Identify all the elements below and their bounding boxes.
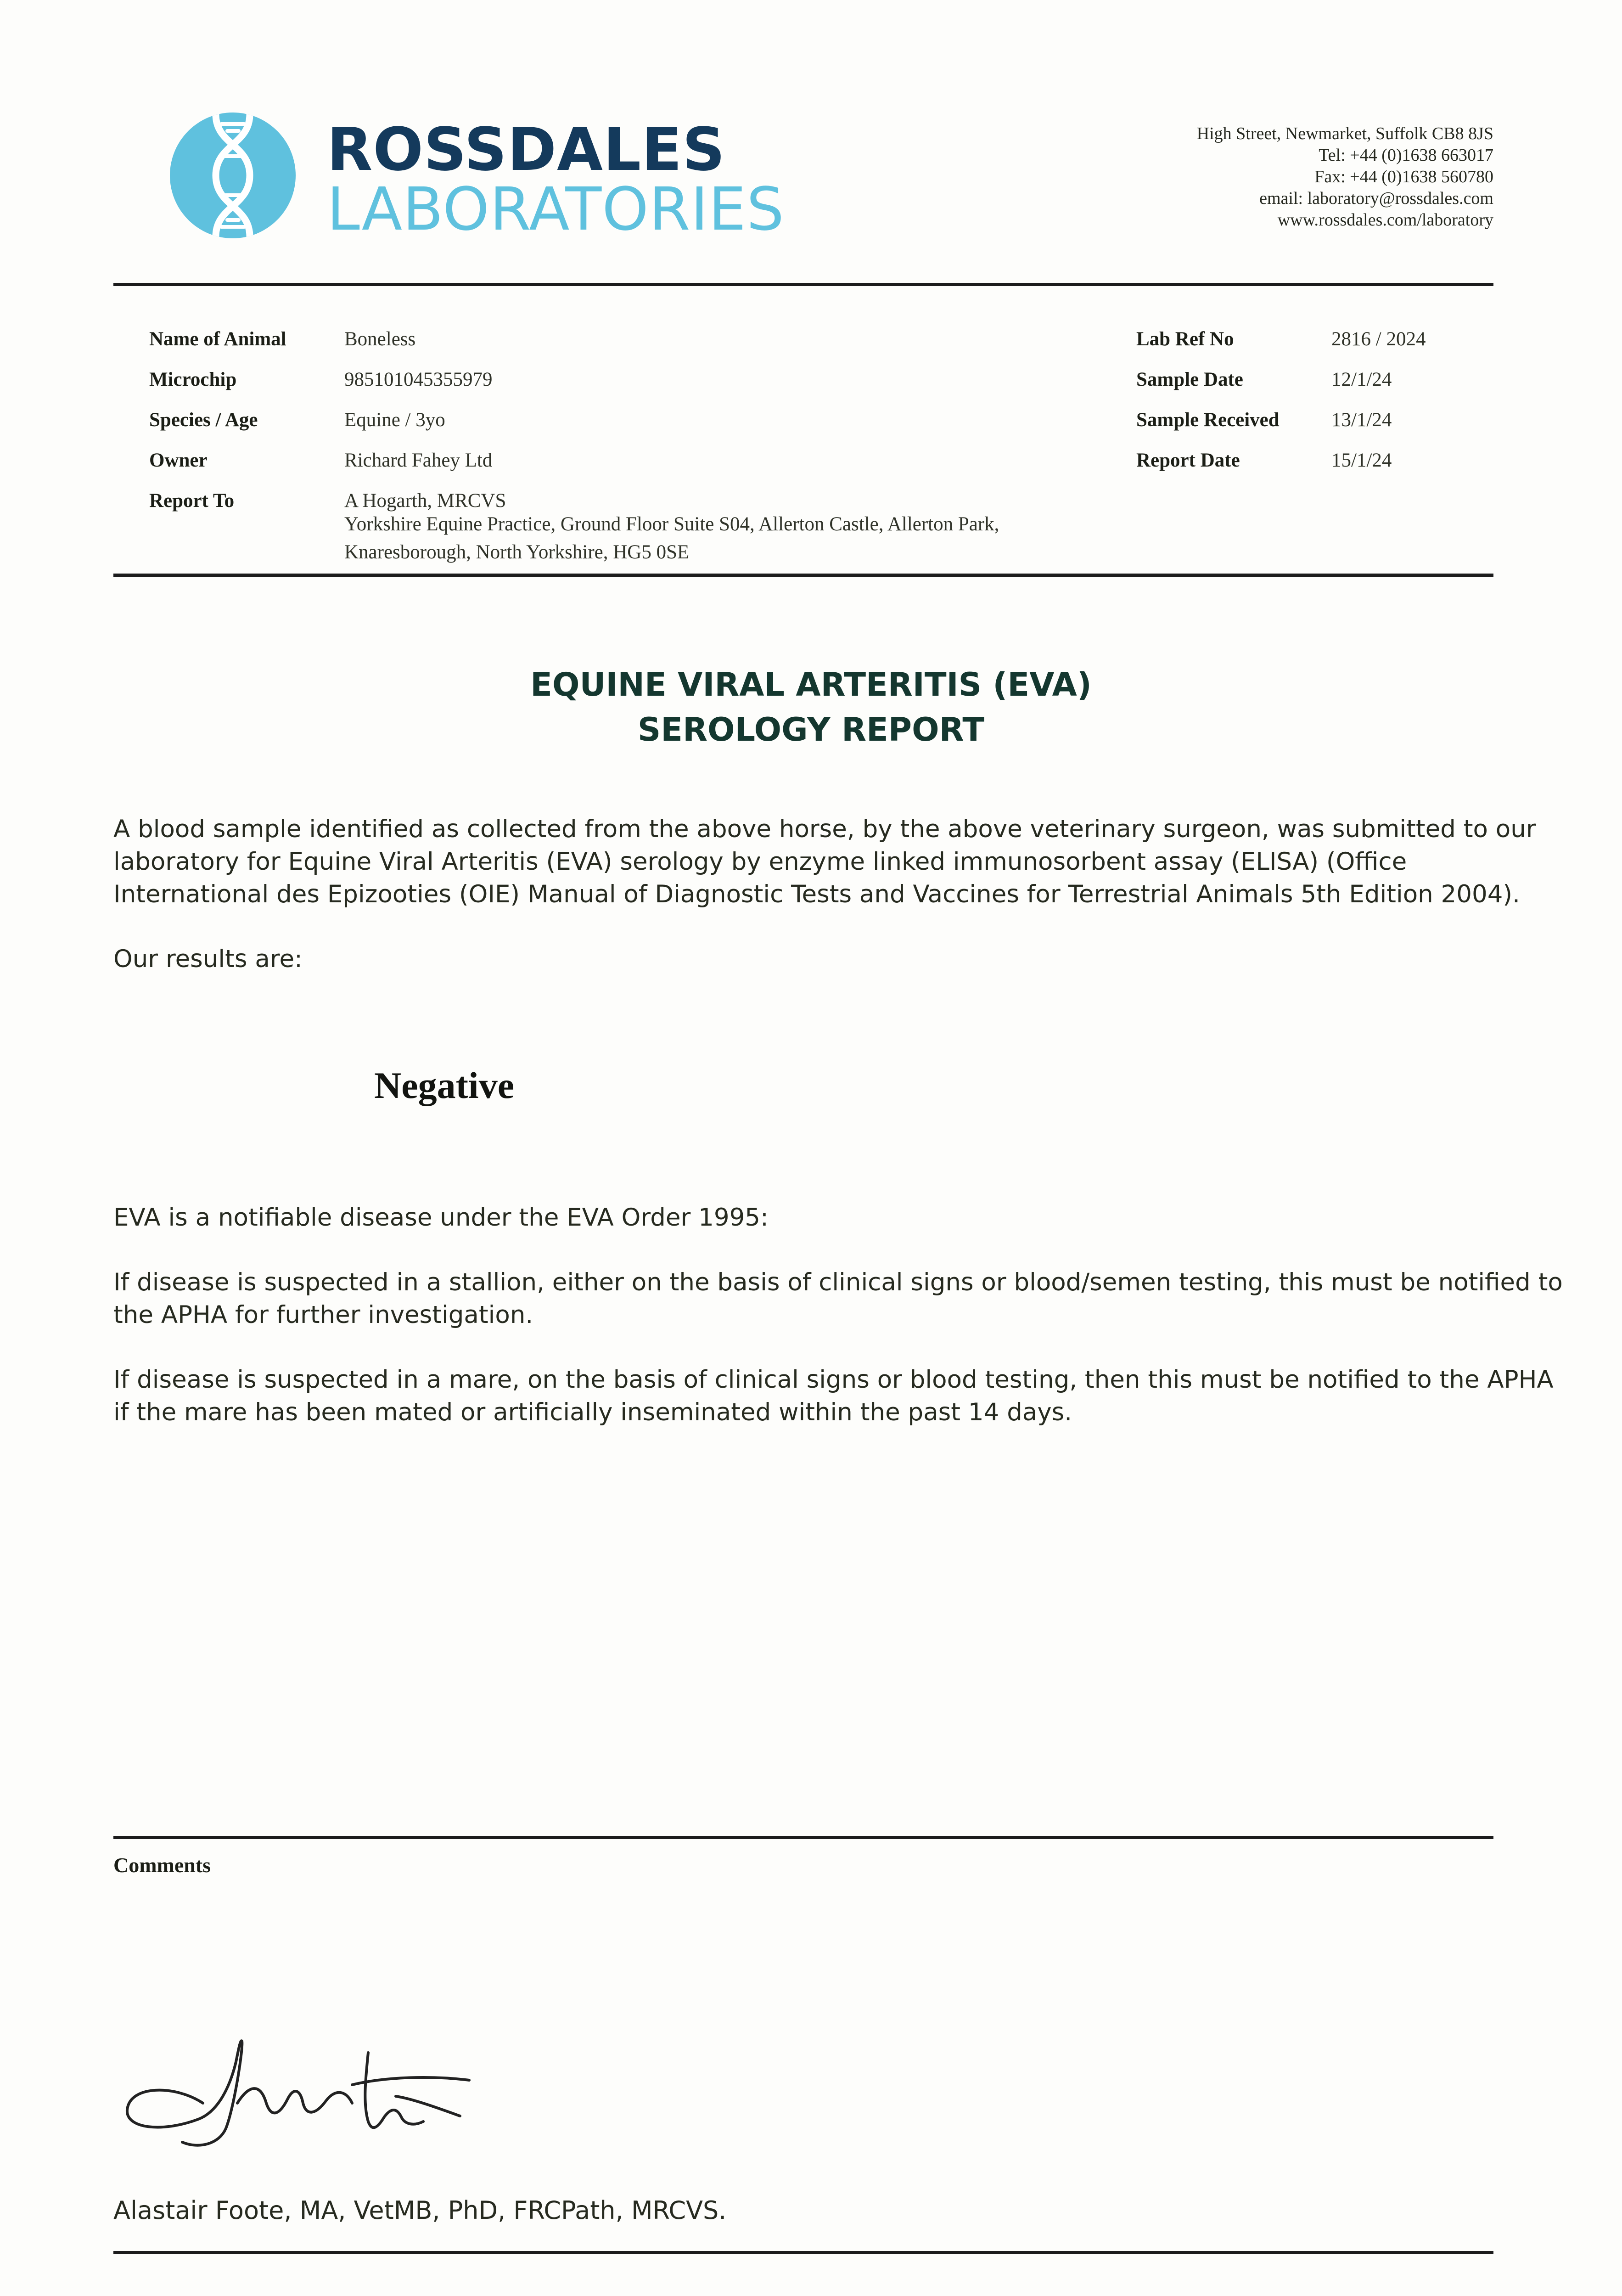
result-value: Negative <box>374 1064 515 1106</box>
brand-name: ROSSDALES <box>327 115 726 184</box>
intro-line: International des Epizooties (OIE) Manual of Diagnostic Tests and Vaccines for Terrestrial Animals 5th Edition 2004). <box>113 880 1520 908</box>
dna-helix-icon <box>170 113 296 238</box>
contact-block <box>1197 123 1493 231</box>
owner-label: Owner <box>149 450 208 471</box>
divider <box>113 574 1493 577</box>
results-intro: Our results are: <box>113 945 303 973</box>
name-of-animal-value: Boneless <box>344 328 416 350</box>
signature <box>120 2034 483 2154</box>
brand-subtitle: LABORATORIES <box>327 175 785 244</box>
notifiable-statement: EVA is a notifiable disease under the EVA Order 1995: <box>113 1204 769 1232</box>
report-to-line: Yorkshire Equine Practice, Ground Floor Suite S04, Allerton Castle, Allerton Park, <box>344 513 999 535</box>
sample-date-value: 12/1/24 <box>1331 369 1392 390</box>
telephone: Tel: +44 (0)1638 663017 <box>1319 146 1493 165</box>
website: www.rossdales.com/laboratory <box>1277 210 1493 230</box>
report-subtitle: SEROLOGY REPORT <box>637 711 985 748</box>
report-to-line: A Hogarth, MRCVS <box>344 490 506 512</box>
report-date-label: Report Date <box>1136 450 1240 471</box>
fax: Fax: +44 (0)1638 560780 <box>1314 167 1493 186</box>
report-title: EQUINE VIRAL ARTERITIS (EVA) <box>530 666 1092 703</box>
sample-received-value: 13/1/24 <box>1331 409 1392 431</box>
lab-ref-value: 2816 / 2024 <box>1331 328 1426 350</box>
intro-line: A blood sample identified as collected from the above horse, by the above veterinary surgeon, was submitted to our <box>113 815 1536 843</box>
divider <box>113 283 1493 286</box>
species-age-label: Species / Age <box>149 409 258 431</box>
name-of-animal-label: Name of Animal <box>149 328 286 350</box>
report-to-line: Knaresborough, North Yorkshire, HG5 0SE <box>344 541 690 563</box>
stallion-line: If disease is suspected in a stallion, either on the basis of clinical signs or blood/semen testing, this must be notified to <box>113 1268 1563 1296</box>
mare-line: if the mare has been mated or artificially inseminated within the past 14 days. <box>113 1398 1072 1426</box>
intro-line: laboratory for Equine Viral Arteritis (EVA) serology by enzyme linked immunosorbent assay (ELISA) (Office <box>113 848 1407 876</box>
species-age-value: Equine / 3yo <box>344 409 445 431</box>
report-date-value: 15/1/24 <box>1331 450 1392 471</box>
lab-ref-label: Lab Ref No <box>1136 328 1234 350</box>
stallion-line: the APHA for further investigation. <box>113 1301 533 1329</box>
sample-date-label: Sample Date <box>1136 369 1243 390</box>
mare-line: If disease is suspected in a mare, on the basis of clinical signs or blood testing, then this must be notified to the APHA <box>113 1366 1554 1394</box>
address: High Street, Newmarket, Suffolk CB8 8JS <box>1196 124 1493 143</box>
sample-received-label: Sample Received <box>1136 409 1280 431</box>
divider <box>113 2251 1493 2254</box>
owner-value: Richard Fahey Ltd <box>344 450 493 471</box>
email: email: laboratory@rossdales.com <box>1259 189 1493 208</box>
microchip-label: Microchip <box>149 369 237 390</box>
report-to-label: Report To <box>149 490 235 512</box>
microchip-value: 985101045355979 <box>344 369 493 390</box>
comments-label: Comments <box>113 1853 211 1877</box>
divider <box>113 1836 1493 1839</box>
signatory-name: Alastair Foote, MA, VetMB, PhD, FRCPath, MRCVS. <box>113 2196 727 2225</box>
